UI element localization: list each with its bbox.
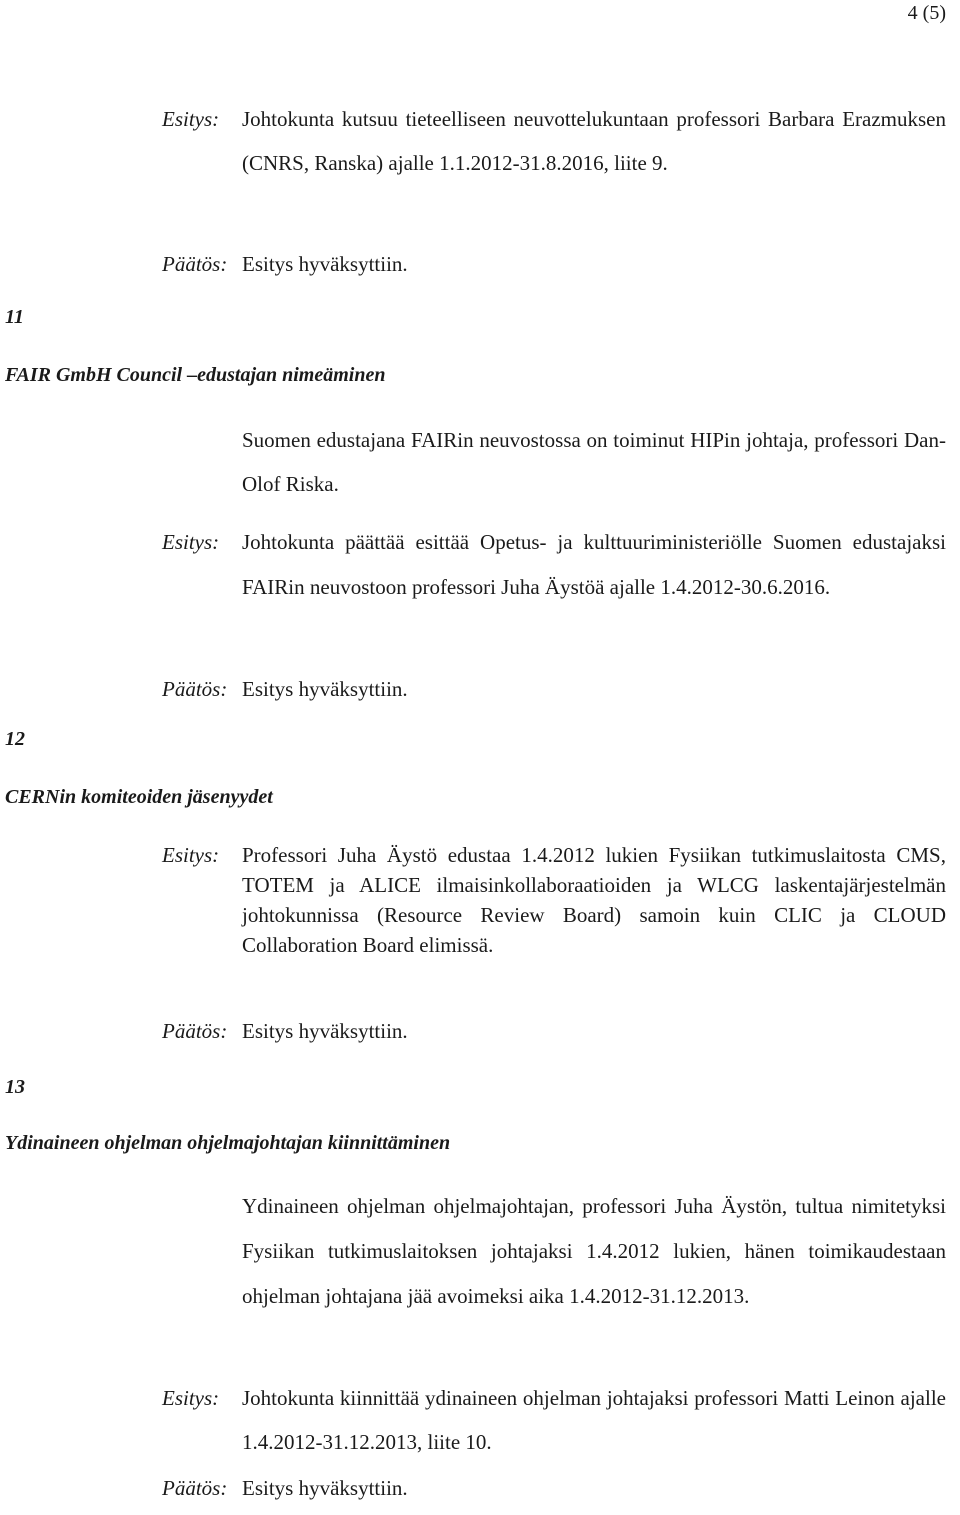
section-number: 13 (5, 1076, 25, 1098)
paatos-label: Päätös: (162, 677, 228, 701)
section12-esitys-text: Professori Juha Äystö edustaa 1.4.2012 lukien Fysiikan tutkimuslaitosta CMS, TOTEM ja ALICE ilmaisinkollaboraatioiden ja WLCG laskentajärjestelmän johtokunnissa (Resource Review Board) samoin kuin CLIC ja CLOUD Collaboration Board elimissä. (242, 843, 946, 957)
paatos-label: Päätös: (162, 1019, 228, 1043)
section13-intro: Ydinaineen ohjelman ohjelmajohtajan, professori Juha Äystön, tultua nimitetyksi Fysiikan tutkimuslaitoksen johtajaksi 1.4.2012 lukien, hänen toimikaudestaan ohjelman johtajana jää avoimeksi aika 1.4.2012-31.12.2013. (242, 1194, 946, 1308)
section-title: FAIR GmbH Council –edustajan nimeäminen (5, 364, 386, 386)
paatos-label: Päätös: (162, 252, 228, 276)
esitys-label: Esitys: (162, 530, 220, 554)
section-number: 11 (5, 306, 24, 328)
page-number: 4 (5) (907, 2, 946, 24)
section13-paatos-text: Esitys hyväksyttiin. (242, 1476, 408, 1500)
section12-paatos-text: Esitys hyväksyttiin. (242, 1019, 408, 1043)
section-title: CERNin komiteoiden jäsenyydet (5, 786, 273, 808)
section11-intro: Suomen edustajana FAIRin neuvostossa on toiminut HIPin johtaja, professori Dan-Olof Riska. (242, 428, 946, 496)
section13-esitys-text: Johtokunta kiinnittää ydinaineen ohjelman johtajaksi professori Matti Leinon ajalle 1.4.2012-31.12.2013, liite 10. (242, 1386, 946, 1454)
section11-paatos-text: Esitys hyväksyttiin. (242, 677, 408, 701)
section11-esitys-text: Johtokunta päättää esittää Opetus- ja kulttuuriministeriölle Suomen edustajaksi FAIRin neuvostoon professori Juha Äystöä ajalle 1.4.2012-30.6.2016. (242, 530, 946, 599)
item10-paatos-text: Esitys hyväksyttiin. (242, 252, 408, 276)
section-number: 12 (5, 728, 25, 750)
item10-esitys-text: Johtokunta kutsuu tieteelliseen neuvottelukuntaan professori Barbara Erazmuksen (CNRS, Ranska) ajalle 1.1.2012-31.8.2016, liite 9. (242, 107, 946, 175)
paatos-label: Päätös: (162, 1476, 228, 1500)
esitys-label: Esitys: (162, 1386, 220, 1410)
section-title: Ydinaineen ohjelman ohjelmajohtajan kiinnittäminen (5, 1132, 451, 1154)
esitys-label: Esitys: (162, 843, 220, 867)
esitys-label: Esitys: (162, 107, 220, 131)
